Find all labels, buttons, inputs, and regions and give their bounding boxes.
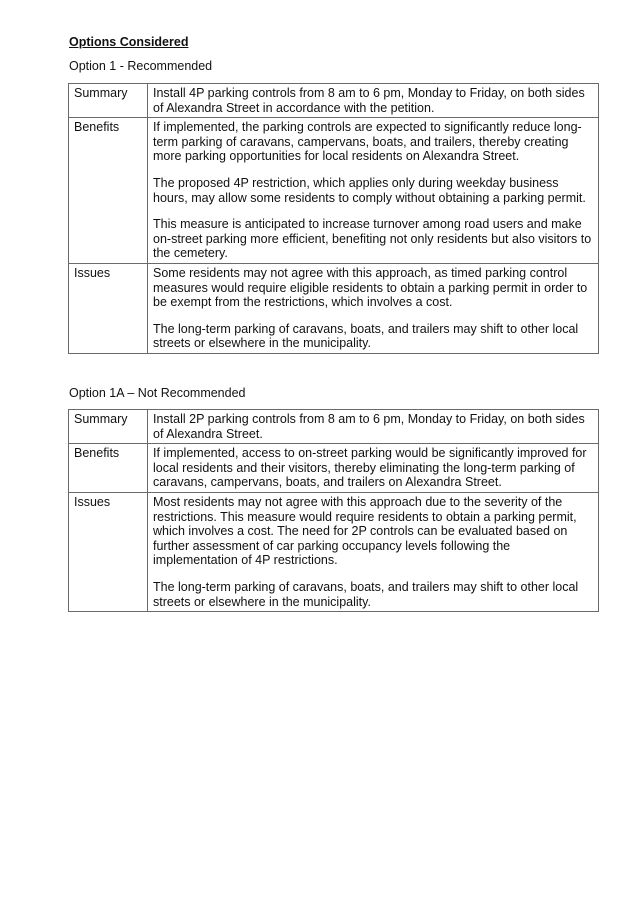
table-row [69, 263, 599, 353]
row-paragraph: Install 4P parking controls from 8 am to 6 pm, Monday to Friday, on both sides of Alexandra Street in accordance with the petition. [153, 86, 585, 115]
row-content [148, 492, 599, 611]
row-content [148, 118, 599, 264]
section-heading: Options Considered [69, 35, 189, 49]
row-label: Summary [69, 84, 148, 118]
row-paragraph: The long-term parking of caravans, boats, and trailers may shift to other local streets or elsewhere in the municipality. [153, 321, 579, 351]
option-1a-table [68, 409, 599, 612]
row-label: Summary [69, 410, 148, 444]
row-content [148, 444, 599, 493]
row-paragraph: The long-term parking of caravans, boats, and trailers may shift to other local streets or elsewhere in the municipality. [153, 579, 579, 609]
table-row [69, 444, 599, 493]
row-label: Benefits [69, 118, 148, 264]
table-row [69, 492, 599, 611]
row-paragraph: If implemented, access to on-street parking would be significantly improved for local residents and their visitors, thereby eliminating the long-term parking of caravans, campervans, boats, and trailers on Alexandra Street. [153, 446, 587, 490]
option-1a-title: Option 1A – Not Recommended [69, 386, 246, 400]
row-label: Issues [69, 263, 148, 353]
row-content [148, 263, 599, 353]
option-1-table [68, 83, 599, 354]
row-paragraph: If implemented, the parking controls are expected to significantly reduce long-term parking of caravans, campervans, boats, and trailers, thereby creating more parking opportunities for local residents on Alexandra Street. [153, 120, 582, 164]
option-1-title: Option 1 - Recommended [69, 59, 213, 73]
row-paragraph: This measure is anticipated to increase turnover among road users and make on-street parking more efficient, benefiting not only residents but also visitors to the cemetery. [153, 217, 592, 261]
row-paragraph: The proposed 4P restriction, which applies only during weekday business hours, may allow some residents to comply without obtaining a parking permit. [153, 175, 586, 205]
row-paragraph: Install 2P parking controls from 8 am to 6 pm, Monday to Friday, on both sides of Alexandra Street. [153, 412, 585, 441]
row-label: Issues [69, 492, 148, 611]
table-row [69, 84, 599, 118]
row-paragraph: Some residents may not agree with this approach, as timed parking control measures would require eligible residents to obtain a parking permit in order to be exempt from the restrictions, which involves a cost. [153, 265, 588, 310]
table-row [69, 118, 599, 264]
table-row [69, 410, 599, 444]
row-content [148, 84, 599, 118]
row-content [148, 410, 599, 444]
row-paragraph: Most residents may not agree with this approach due to the severity of the restrictions. This measure would require residents to obtain a parking permit, which involves a cost. The need for 2P controls can be evaluated based on further assessment of car parking occupancy levels following the implementation of 4P restrictions. [153, 494, 577, 568]
row-label: Benefits [69, 444, 148, 493]
